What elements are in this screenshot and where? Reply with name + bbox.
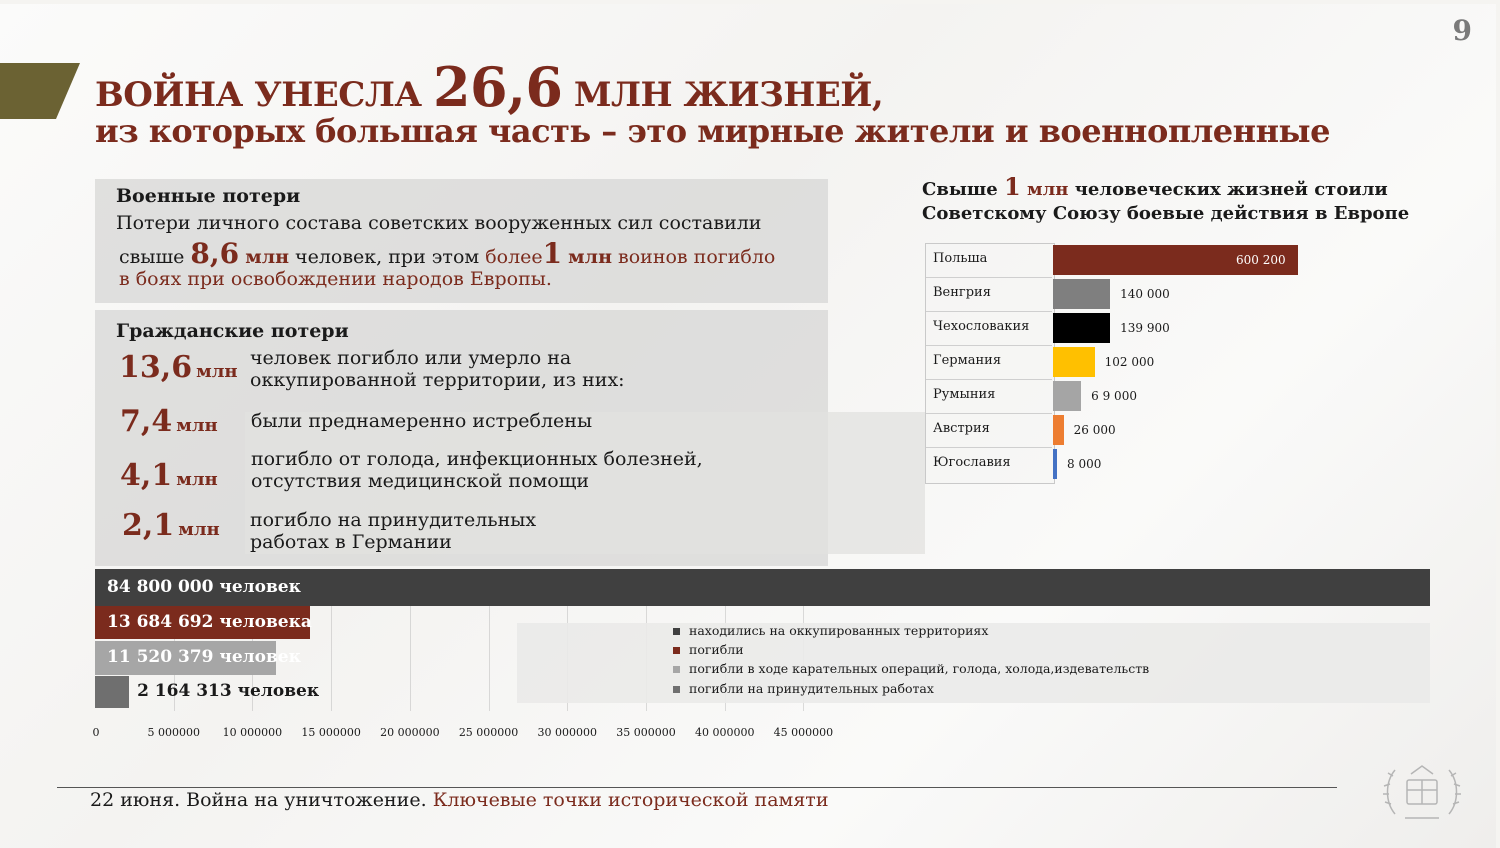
military-heading: Военные потери bbox=[116, 185, 301, 207]
footer-red: Ключевые точки исторической памяти bbox=[432, 789, 829, 811]
legend-label: погибли bbox=[689, 642, 744, 657]
loss-value-label: 11 520 379 человек bbox=[107, 647, 301, 667]
europe-row-separator bbox=[926, 447, 1052, 448]
europe-chart-title bbox=[922, 172, 1410, 226]
civil-number-unit: млн bbox=[176, 415, 218, 436]
military-line-1: Потери личного состава советских вооруженных сил составили bbox=[116, 212, 762, 234]
europe-value-label: 8 000 bbox=[1067, 457, 1102, 471]
europe-bar bbox=[1053, 415, 1064, 445]
europe-category-label: Югославия bbox=[933, 455, 1011, 470]
civil-number-value: 13,6 bbox=[119, 350, 193, 385]
civil-number-unit: млн bbox=[176, 469, 218, 490]
military-red-2: воинов погибло bbox=[618, 246, 776, 268]
legend-label: погибли в ходе карательных операций, голода, холода,издевательств bbox=[689, 661, 1150, 676]
emblem-logo bbox=[1381, 756, 1463, 826]
military-unit: млн bbox=[245, 246, 289, 268]
civil-number-unit: млн bbox=[196, 361, 238, 382]
military-number: 8,6 bbox=[190, 237, 240, 270]
civil-number-value: 2,1 bbox=[122, 508, 175, 543]
military-line-2 bbox=[119, 237, 775, 270]
europe-bar bbox=[1053, 347, 1095, 377]
legend-swatch bbox=[673, 686, 680, 693]
europe-bar bbox=[1053, 313, 1110, 343]
military-mid: человек, при этом bbox=[295, 246, 480, 268]
civil-heading: Гражданские потери bbox=[116, 320, 349, 342]
x-tick-label: 15 000000 bbox=[301, 726, 361, 739]
civil-number-value: 4,1 bbox=[120, 458, 173, 493]
civil-description: погибло от голода, инфекционных болезней, отсутствия медицинской помощи bbox=[251, 448, 703, 492]
europe-category-label: Чехословакия bbox=[933, 319, 1030, 334]
civil-number bbox=[122, 508, 220, 543]
europe-value-label: 26 000 bbox=[1073, 423, 1116, 437]
europe-bar bbox=[1053, 279, 1110, 309]
loss-value-label: 13 684 692 человека bbox=[107, 611, 312, 632]
legend-swatch bbox=[673, 666, 680, 673]
europe-row-separator bbox=[926, 413, 1052, 414]
loss-bar bbox=[95, 676, 129, 708]
legend-label: погибли на принудительных работах bbox=[689, 681, 934, 696]
legend-item bbox=[673, 681, 934, 696]
europe-value-label: 600 200 bbox=[1236, 253, 1286, 267]
europe-category-label: Венгрия bbox=[933, 285, 991, 300]
x-tick-label: 35 000000 bbox=[616, 726, 676, 739]
title-number: 26,6 bbox=[432, 55, 563, 119]
legend-swatch bbox=[673, 647, 680, 654]
europe-title-number: 1 bbox=[1003, 172, 1021, 201]
europe-value-label: 139 900 bbox=[1120, 321, 1170, 335]
legend-item bbox=[673, 661, 1149, 676]
x-tick-label: 20 000000 bbox=[380, 726, 440, 739]
europe-value-label: 140 000 bbox=[1120, 287, 1170, 301]
x-tick-label: 10 000000 bbox=[222, 726, 283, 739]
civil-number-value: 7,4 bbox=[120, 404, 173, 439]
military-pre: свыше bbox=[119, 246, 185, 268]
europe-value-label: 6 9 000 bbox=[1091, 389, 1137, 403]
military-number-2: 1 bbox=[542, 237, 563, 270]
title-line-1 bbox=[95, 55, 883, 119]
legend-item bbox=[673, 623, 988, 638]
title-line-2: из которых большая часть – это мирные жители и военнопленные bbox=[95, 112, 1330, 150]
x-tick-label: 0 bbox=[92, 726, 100, 739]
military-unit-2: млн bbox=[568, 246, 612, 268]
civil-description: человек погибло или умерло на оккупированной территории, из них: bbox=[250, 347, 625, 391]
footer-black: 22 июня. Война на уничтожение. bbox=[90, 789, 427, 811]
europe-title-line-2: Советскому Союзу боевые действия в Европе bbox=[922, 203, 1410, 224]
civil-number bbox=[120, 458, 218, 493]
civil-number bbox=[120, 404, 218, 439]
europe-row-separator bbox=[926, 379, 1052, 380]
europe-bar bbox=[1053, 449, 1057, 479]
loss-value-label: 2 164 313 человек bbox=[137, 681, 320, 701]
civil-number-unit: млн bbox=[178, 519, 220, 540]
legend-label: находились на оккупированных территориях bbox=[689, 623, 989, 638]
title-prefix: ВОЙНА УНЕСЛА bbox=[95, 75, 422, 115]
civil-number bbox=[119, 350, 238, 385]
title-suffix: МЛН ЖИЗНЕЙ, bbox=[573, 75, 884, 115]
europe-title-unit: млн bbox=[1026, 179, 1069, 200]
footer-divider bbox=[57, 787, 1337, 788]
military-red: более bbox=[485, 246, 543, 268]
europe-bar bbox=[1053, 381, 1081, 411]
page-number: 9 bbox=[1452, 14, 1472, 47]
loss-value-label: 84 800 000 человек bbox=[107, 576, 301, 597]
europe-category-label: Австрия bbox=[933, 421, 990, 436]
legend-swatch bbox=[673, 628, 680, 635]
civil-description: были преднамеренно истреблены bbox=[251, 410, 593, 432]
europe-row-separator bbox=[926, 311, 1052, 312]
europe-value-label: 102 000 bbox=[1104, 355, 1155, 369]
x-tick-label: 40 000000 bbox=[694, 726, 755, 739]
europe-category-label: Германия bbox=[933, 353, 1002, 368]
footer-text bbox=[90, 789, 828, 811]
europe-title-rest: человеческих жизней стоили bbox=[1074, 179, 1388, 200]
x-tick-label: 5 000000 bbox=[147, 726, 200, 739]
x-tick-label: 30 000000 bbox=[537, 726, 598, 739]
europe-row-separator bbox=[926, 277, 1052, 278]
x-tick-label: 45 000000 bbox=[773, 726, 834, 739]
europe-category-label: Румыния bbox=[933, 387, 996, 402]
military-line-3: в боях при освобождении народов Европы. bbox=[119, 268, 552, 290]
title-marker bbox=[0, 63, 80, 119]
civil-description: погибло на принудительных работах в Германии bbox=[250, 509, 537, 553]
europe-category-label: Польша bbox=[933, 251, 988, 266]
legend-item bbox=[673, 642, 744, 657]
europe-row-separator bbox=[926, 345, 1052, 346]
europe-title-pre: Свыше bbox=[922, 179, 998, 200]
x-tick-label: 25 000000 bbox=[458, 726, 519, 739]
